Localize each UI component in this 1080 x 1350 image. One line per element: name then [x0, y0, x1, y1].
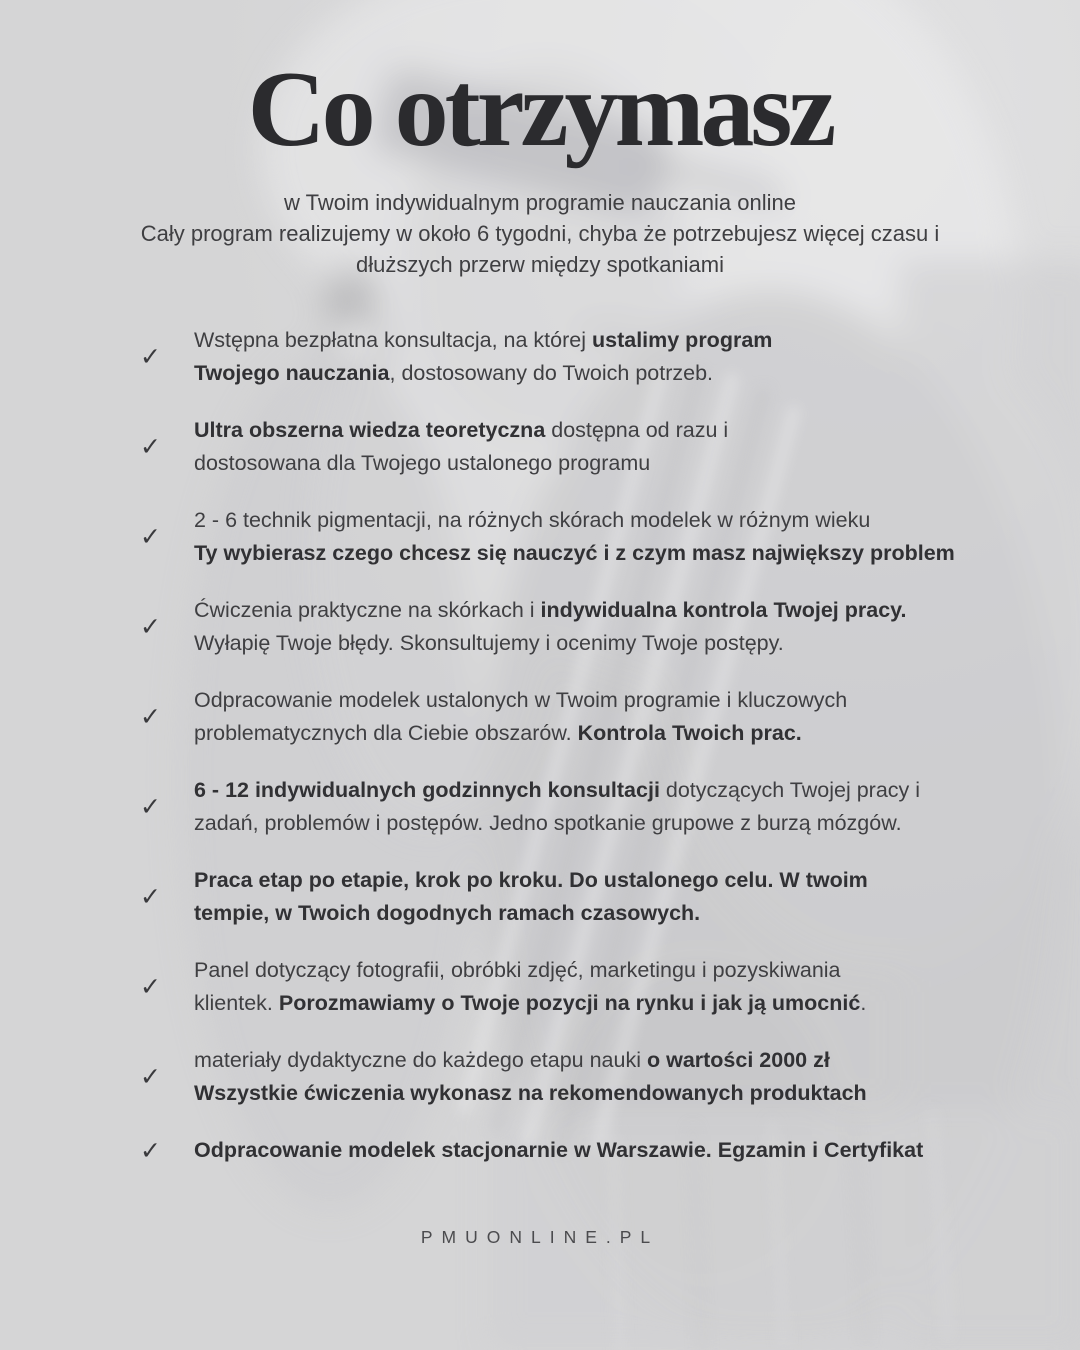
checklist-item	[140, 1134, 1080, 1167]
checklist-item-line: materiały dydaktyczne do każdego etapu nauki o wartości 2000 zł	[194, 1047, 830, 1072]
checklist-item	[140, 954, 1080, 1020]
checklist-item-line: Twojego nauczania, dostosowany do Twoich potrzeb.	[194, 360, 714, 385]
subtitle-line: w Twoim indywidualnym programie nauczania online	[284, 189, 796, 215]
checklist-item-text	[194, 594, 907, 660]
subtitle	[0, 187, 1080, 280]
checklist-item-text	[194, 954, 866, 1020]
checklist-item-text	[194, 414, 728, 480]
checklist-item-text	[194, 774, 920, 840]
checklist-item-text	[194, 864, 868, 930]
checklist	[0, 324, 1080, 1167]
checklist-item	[140, 324, 1080, 390]
checklist-item-line: Panel dotyczący fotografii, obróbki zdjęć, marketingu i pozyskiwania	[194, 957, 841, 982]
checklist-item-line: Ćwiczenia praktyczne na skórkach i indywidualna kontrola Twojej pracy.	[194, 597, 907, 622]
checklist-item	[140, 684, 1080, 750]
check-icon: ✓	[140, 1062, 161, 1092]
subtitle-line: Cały program realizujemy w około 6 tygodni, chyba że potrzebujesz więcej czasu i	[140, 220, 940, 246]
footer-brand: PMUONLINE.PL	[420, 1226, 660, 1247]
checklist-item	[140, 864, 1080, 930]
checklist-item-line: zadań, problemów i postępów. Jedno spotkanie grupowe z burzą mózgów.	[194, 810, 902, 835]
checklist-item	[140, 504, 1080, 570]
checklist-item-line: 6 - 12 indywidualnych godzinnych konsultacji dotyczących Twojej pracy i	[194, 777, 921, 802]
checklist-item-line: tempie, w Twoich dogodnych ramach czasowych.	[194, 900, 701, 925]
check-icon: ✓	[140, 342, 161, 372]
page-title: Co otrzymasz	[247, 50, 833, 169]
check-icon: ✓	[140, 612, 161, 642]
check-icon: ✓	[140, 972, 161, 1002]
checklist-item-line: problematycznych dla Ciebie obszarów. Kontrola Twoich prac.	[194, 720, 802, 745]
checklist-item-line: Praca etap po etapie, krok po kroku. Do ustalonego celu. W twoim	[194, 867, 868, 892]
checklist-item-line: klientek. Porozmawiamy o Twoje pozycji na rynku i jak ją umocnić.	[194, 990, 867, 1015]
checklist-item-text	[194, 684, 847, 750]
checklist-item-text	[194, 324, 772, 390]
checklist-item-text	[194, 1044, 867, 1110]
check-icon: ✓	[140, 432, 161, 462]
check-icon: ✓	[140, 882, 161, 912]
checklist-item-line: Wstępna bezpłatna konsultacja, na której ustalimy program	[194, 327, 773, 352]
subtitle-line: dłuższych przerw między spotkaniami	[355, 251, 725, 277]
checklist-item-line: Odpracowanie modelek ustalonych w Twoim programie i kluczowych	[194, 687, 848, 712]
checklist-item-line: Wyłapię Twoje błędy. Skonsultujemy i ocenimy Twoje postępy.	[194, 630, 784, 655]
check-icon: ✓	[140, 702, 161, 732]
checklist-item-line: Wszystkie ćwiczenia wykonasz na rekomendowanych produktach	[194, 1080, 867, 1105]
checklist-item-line: Ultra obszerna wiedza teoretyczna dostępna od razu i	[194, 417, 729, 442]
checklist-item	[140, 414, 1080, 480]
checklist-item	[140, 1044, 1080, 1110]
checklist-item-line: Ty wybierasz czego chcesz się nauczyć i z czym masz największy problem	[194, 540, 955, 565]
checklist-item-text	[194, 1134, 923, 1167]
check-icon: ✓	[140, 792, 161, 822]
check-icon: ✓	[140, 1135, 161, 1165]
check-icon: ✓	[140, 522, 161, 552]
checklist-item	[140, 594, 1080, 660]
checklist-item	[140, 774, 1080, 840]
checklist-item-line: 2 - 6 technik pigmentacji, na różnych skórach modelek w różnym wieku	[194, 507, 871, 532]
checklist-item-line: Odpracowanie modelek stacjonarnie w Warszawie. Egzamin i Certyfikat	[194, 1137, 924, 1162]
checklist-item-line: dostosowana dla Twojego ustalonego programu	[194, 450, 651, 475]
checklist-item-text	[194, 504, 955, 570]
